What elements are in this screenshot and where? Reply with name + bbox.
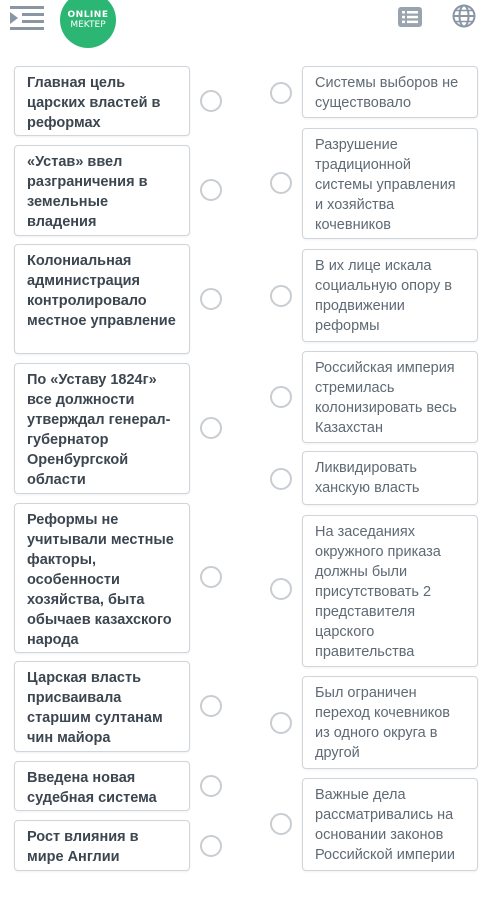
left-card-label: Рост влияния в мире Англии [27, 829, 139, 865]
left-card-2[interactable] [14, 145, 190, 236]
logo-line1: ONLINE [67, 10, 109, 20]
list-icon[interactable] [398, 7, 422, 27]
left-radio-2[interactable] [200, 179, 222, 201]
right-radio-3[interactable] [270, 285, 292, 307]
right-card-8[interactable] [302, 778, 478, 871]
left-radio-1[interactable] [200, 90, 222, 112]
left-radio-8[interactable] [200, 835, 222, 857]
right-card-label: Важные дела рассматривались на основании законов Российской империи [315, 787, 455, 863]
left-card-label: Реформы не учитывали местные факторы, особенности хозяйства, быта обычаев казахского народа [27, 512, 174, 648]
right-card-7[interactable] [302, 676, 478, 769]
right-card-label: Системы выборов не существовало [315, 75, 459, 111]
top-bar [0, 0, 500, 46]
left-radio-6[interactable] [200, 695, 222, 717]
left-radio-4[interactable] [200, 417, 222, 439]
left-card-3[interactable] [14, 244, 190, 354]
left-card-7[interactable] [14, 761, 190, 811]
right-card-label: Разрушение традиционной системы управления и хозяйства кочевников [315, 137, 456, 233]
right-card-4[interactable] [302, 351, 478, 443]
left-radio-7[interactable] [200, 775, 222, 797]
left-card-label: По «Уставу 1824г» все должности утверждал генерал-губернатор Оренбургской области [27, 372, 171, 488]
left-card-4[interactable] [14, 363, 190, 494]
left-card-label: Царская власть присваивала старшим султанам чин майора [27, 670, 163, 746]
right-radio-7[interactable] [270, 712, 292, 734]
right-radio-1[interactable] [270, 82, 292, 104]
left-radio-3[interactable] [200, 288, 222, 310]
right-card-5[interactable] [302, 451, 478, 505]
right-radio-8[interactable] [270, 813, 292, 835]
right-card-1[interactable] [302, 66, 478, 118]
left-card-label: Колониальная администрация контролировало местное управление [27, 253, 176, 329]
right-radio-2[interactable] [270, 172, 292, 194]
left-card-6[interactable] [14, 661, 190, 752]
right-card-3[interactable] [302, 249, 478, 342]
logo-line2: MEKTEP [70, 20, 106, 30]
right-radio-5[interactable] [270, 468, 292, 490]
right-card-label: Ликвидировать ханскую власть [315, 460, 420, 496]
globe-icon[interactable] [452, 4, 476, 28]
right-card-label: Российская империя стремилась колонизировать весь Казахстан [315, 360, 457, 436]
right-card-6[interactable] [302, 515, 478, 667]
right-card-2[interactable] [302, 128, 478, 239]
left-card-8[interactable] [14, 820, 190, 871]
online-mektep-logo[interactable] [60, 0, 116, 48]
right-card-label: На заседаниях окружного приказа должны были присутствовать 2 представителя царского правительства [315, 524, 441, 660]
right-card-label: В их лице искала социальную опору в продвижении реформы [315, 258, 452, 334]
left-card-5[interactable] [14, 503, 190, 653]
left-card-label: «Устав» ввел разграничения в земельные владения [27, 154, 148, 230]
left-card-label: Введена новая судебная система [27, 770, 157, 806]
right-card-label: Был ограничен переход кочевников из одного округа в другой [315, 685, 451, 761]
right-radio-4[interactable] [270, 386, 292, 408]
left-card-1[interactable] [14, 66, 190, 136]
left-card-label: Главная цель царских властей в реформах [27, 75, 161, 131]
menu-collapse-icon[interactable] [10, 5, 44, 31]
left-radio-5[interactable] [200, 566, 222, 588]
right-radio-6[interactable] [270, 578, 292, 600]
